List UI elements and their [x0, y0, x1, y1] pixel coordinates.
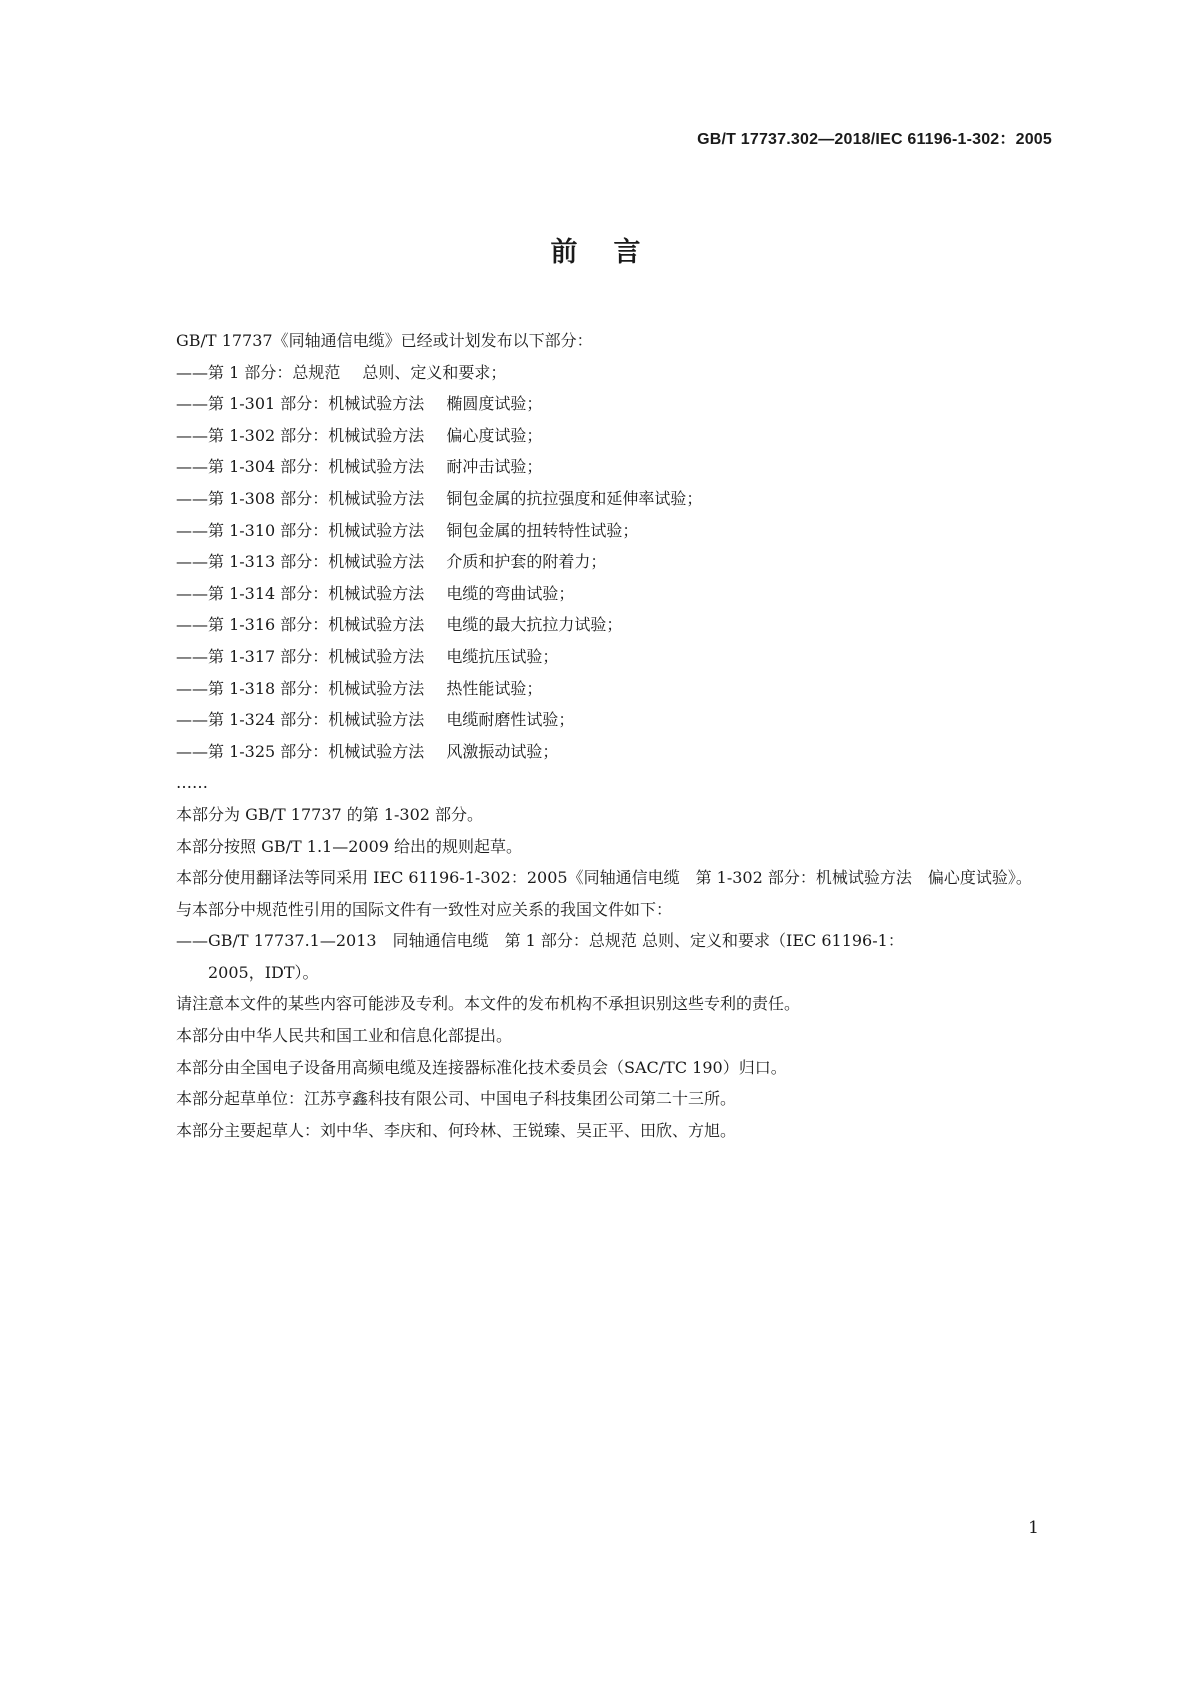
- part-prefix: ——第 1 部分：总规范: [176, 362, 341, 382]
- part-item: [150, 673, 1050, 705]
- part-subject: 椭圆度试验；: [446, 394, 543, 414]
- part-item: [150, 483, 1050, 515]
- part-prefix: ——第 1-317 部分：机械试验方法: [176, 646, 425, 666]
- paragraph-part-number: 本部分为 GB/T 17737 的第 1-302 部分。: [176, 804, 484, 824]
- part-prefix: ——第 1-318 部分：机械试验方法: [176, 678, 425, 698]
- part-subject: 耐冲击试验；: [446, 457, 543, 477]
- part-subject: 铜包金属的扭转特性试验；: [446, 520, 639, 540]
- part-subject: 总则、定义和要求；: [362, 362, 507, 382]
- part-prefix: ——第 1-314 部分：机械试验方法: [176, 583, 425, 603]
- page-title: 前言: [550, 237, 677, 268]
- part-subject: 风激振动试验；: [446, 741, 559, 761]
- ellipsis: ……: [176, 773, 208, 793]
- part-item: [150, 578, 1050, 610]
- part-item: [150, 546, 1050, 578]
- paragraph-references-intro: 与本部分中规范性引用的国际文件有一致性对应关系的我国文件如下：: [176, 899, 673, 919]
- parts-list: [150, 357, 1050, 768]
- part-subject: 热性能试验；: [446, 678, 543, 698]
- part-prefix: ——第 1-324 部分：机械试验方法: [176, 710, 425, 730]
- part-prefix: ——第 1-301 部分：机械试验方法: [176, 394, 425, 414]
- part-subject: 介质和护套的附着力；: [446, 552, 607, 572]
- page-number: 1: [1028, 1518, 1039, 1538]
- part-subject: 电缆耐磨性试验；: [446, 710, 575, 730]
- paragraph-patent-notice: 请注意本文件的某些内容可能涉及专利。本文件的发布机构不承担识别这些专利的责任。: [176, 994, 801, 1014]
- foreword-content: [150, 325, 1050, 1146]
- part-item: [150, 388, 1050, 420]
- standard-number-header: GB/T 17737.302—2018/IEC 61196-1-302：2005: [697, 131, 1052, 148]
- reference-item: ——GB/T 17737.1—2013 同轴通信电缆 第 1 部分：总规范 总则、定义和要求（IEC 61196-1：: [176, 931, 904, 951]
- part-prefix: ——第 1-316 部分：机械试验方法: [176, 615, 425, 635]
- intro-paragraph: GB/T 17737《同轴通信电缆》已经或计划发布以下部分：: [176, 331, 593, 350]
- part-item: [150, 736, 1050, 768]
- part-prefix: ——第 1-313 部分：机械试验方法: [176, 552, 425, 572]
- part-item: [150, 641, 1050, 673]
- part-subject: 电缆的最大抗拉力试验；: [446, 615, 623, 635]
- paragraph-committee: 本部分由全国电子设备用高频电缆及连接器标准化技术委员会（SAC/TC 190）归口。: [176, 1057, 787, 1077]
- paragraph-proposer: 本部分由中华人民共和国工业和信息化部提出。: [176, 1026, 513, 1046]
- part-prefix: ——第 1-302 部分：机械试验方法: [176, 425, 425, 445]
- part-item: [150, 704, 1050, 736]
- part-item: [150, 420, 1050, 452]
- paragraph-adoption: 本部分使用翻译法等同采用 IEC 61196-1-302：2005《同轴通信电缆 第 1-302 部分：机械试验方法 偏心度试验》。: [176, 868, 1032, 888]
- part-subject: 偏心度试验；: [446, 425, 543, 445]
- part-subject: 电缆的弯曲试验；: [446, 583, 575, 603]
- paragraph-drafters: 本部分主要起草人：刘中华、李庆和、何玲林、王锐臻、吴正平、田欣、方旭。: [176, 1120, 737, 1140]
- part-prefix: ——第 1-304 部分：机械试验方法: [176, 457, 425, 477]
- part-item: [150, 451, 1050, 483]
- part-prefix: ——第 1-310 部分：机械试验方法: [176, 520, 425, 540]
- part-item: [150, 357, 1050, 389]
- part-subject: 电缆抗压试验；: [446, 646, 559, 666]
- part-prefix: ——第 1-325 部分：机械试验方法: [176, 741, 425, 761]
- reference-item-continuation: 2005，IDT）。: [208, 962, 319, 982]
- part-subject: 铜包金属的抗拉强度和延伸率试验；: [446, 488, 703, 508]
- part-item: [150, 515, 1050, 547]
- part-item: [150, 609, 1050, 641]
- paragraph-drafting-rules: 本部分按照 GB/T 1.1—2009 给出的规则起草。: [176, 836, 523, 856]
- paragraph-drafting-units: 本部分起草单位：江苏亨鑫科技有限公司、中国电子科技集团公司第二十三所。: [176, 1089, 737, 1109]
- part-prefix: ——第 1-308 部分：机械试验方法: [176, 488, 425, 508]
